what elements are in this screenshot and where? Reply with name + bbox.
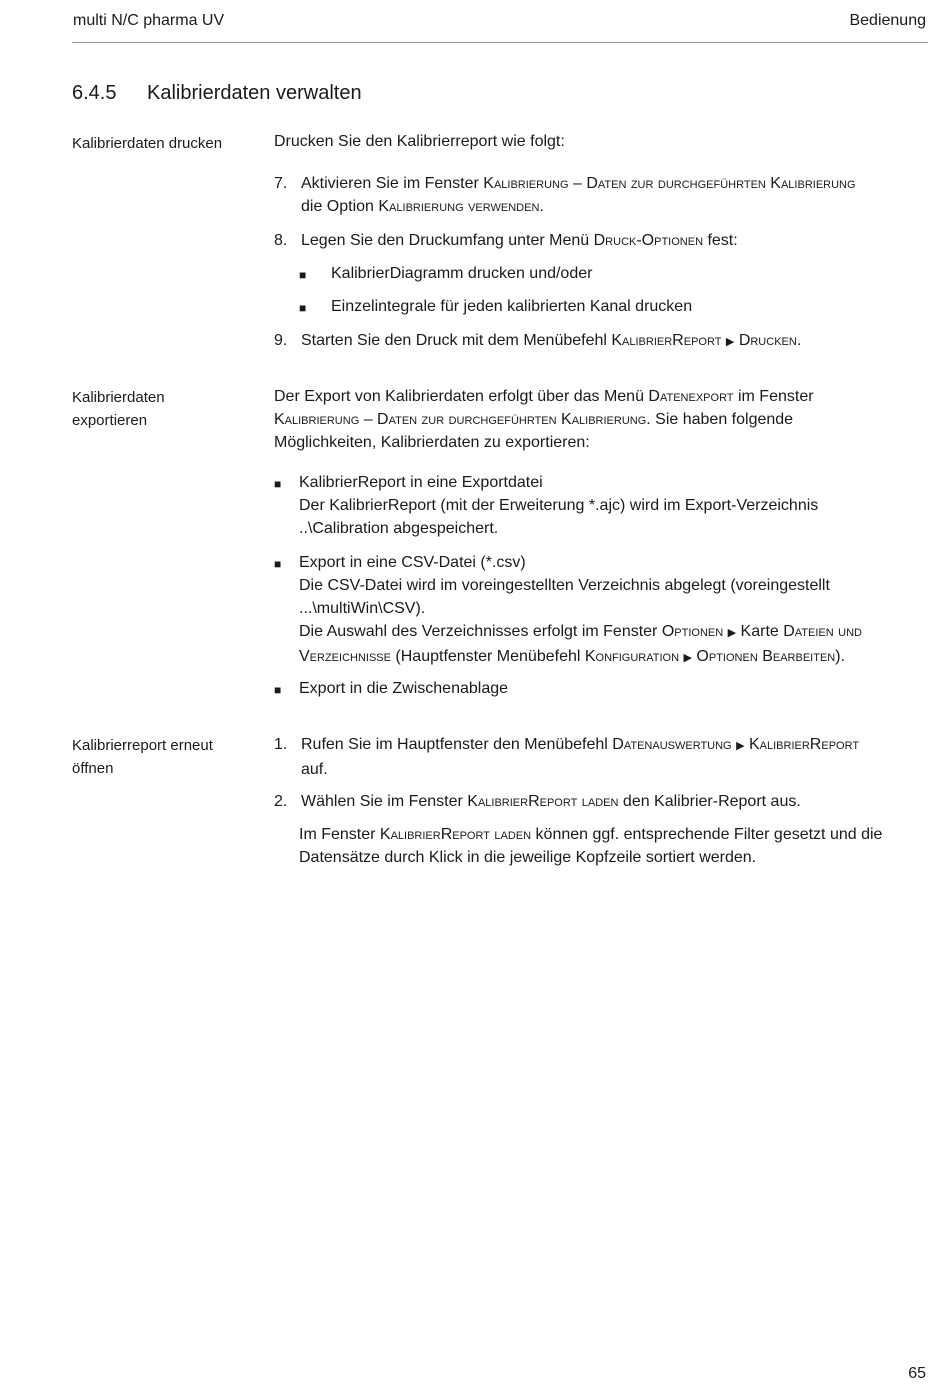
side-label-exportieren-line-1: Kalibrierdaten bbox=[72, 389, 165, 406]
header-rule bbox=[72, 42, 928, 43]
export-option-report-line-1: Der KalibrierReport (mit der Erweiterung *.ajc) wird im Export-Verzeichnis bbox=[299, 497, 819, 514]
step-1-text bbox=[301, 733, 931, 781]
menu-arrow-icon: ▶ bbox=[725, 336, 735, 348]
reopen-note bbox=[299, 823, 939, 869]
step-9-end: . bbox=[796, 332, 802, 349]
step-9-number: 9. bbox=[274, 332, 288, 349]
side-label-exportieren-line-2: exportieren bbox=[72, 412, 148, 429]
section-title: Kalibrierdaten verwalten bbox=[147, 82, 362, 104]
menu-ref-kalibrierung-daten: Kalibrierung – Daten zur durchgeführten Kalibrierung bbox=[483, 175, 856, 192]
export-intro-pre: Der Export von Kalibrierdaten erfolgt über das Menü bbox=[274, 388, 649, 405]
step-7-end: . bbox=[539, 198, 544, 215]
menu-ref-druck-optionen: Druck-Optionen bbox=[593, 232, 704, 249]
side-label-reopen bbox=[72, 734, 257, 780]
export-option-csv-line-4-mid: (Hauptfenster Menübefehl bbox=[390, 648, 585, 665]
menu-ref-datenauswertung: Datenauswertung bbox=[612, 736, 732, 753]
bullet-icon: ■ bbox=[274, 557, 282, 571]
menu-ref-kalibrierreport: KalibrierReport bbox=[611, 332, 722, 349]
side-label-drucken: Kalibrierdaten drucken bbox=[72, 135, 223, 152]
export-intro-line-3: Möglichkeiten, Kalibrierdaten zu exportieren: bbox=[274, 434, 590, 451]
export-option-csv-line-2: ...\multiWin\CSV). bbox=[299, 600, 426, 617]
step-8-end: fest: bbox=[703, 232, 738, 249]
step-1-number: 1. bbox=[274, 736, 288, 753]
drucken-intro: Drucken Sie den Kalibrierreport wie folgt: bbox=[274, 133, 565, 150]
export-option-csv-line-3-pre: Die Auswahl des Verzeichnisses erfolgt im Fenster bbox=[299, 623, 662, 640]
export-intro bbox=[274, 385, 924, 454]
export-intro-post: . Sie haben folgende bbox=[646, 411, 794, 428]
step-1-line-2: auf. bbox=[301, 761, 328, 778]
print-option-integrals: Einzelintegrale für jeden kalibrierten Kanal drucken bbox=[331, 298, 693, 315]
step-9-text bbox=[301, 329, 801, 354]
step-7-mid: die Option bbox=[301, 198, 379, 215]
bullet-icon: ■ bbox=[274, 477, 282, 491]
step-8-number: 8. bbox=[274, 232, 288, 249]
menu-ref-kalibrierung-daten: Kalibrierung – Daten zur durchgeführten Kalibrierung bbox=[274, 411, 647, 428]
step-2-number: 2. bbox=[274, 793, 288, 810]
section-heading bbox=[72, 82, 362, 105]
export-option-csv-line-1: Die CSV-Datei wird im voreingestellten Verzeichnis abgelegt (voreingestellt bbox=[299, 577, 830, 594]
side-label-reopen-line-2: öffnen bbox=[72, 760, 114, 777]
reopen-note-pre: Im Fenster bbox=[299, 826, 380, 843]
window-ref-kalibrierreport-laden: KalibrierReport laden bbox=[467, 793, 619, 810]
option-ref-kalibrierung-verwenden: Kalibrierung verwenden bbox=[378, 198, 540, 215]
bullet-icon: ■ bbox=[299, 268, 307, 282]
menu-ref-kalibrierreport: KalibrierReport bbox=[749, 736, 860, 753]
running-header-title: multi N/C pharma UV bbox=[73, 12, 225, 29]
step-2-end: den Kalibrier-Report aus. bbox=[618, 793, 801, 810]
bullet-icon: ■ bbox=[274, 683, 282, 697]
step-2-text bbox=[301, 790, 801, 813]
step-7-pre: Aktivieren Sie im Fenster bbox=[301, 175, 484, 192]
export-option-csv-line-3-mid: Karte bbox=[736, 623, 784, 640]
export-intro-mid: im Fenster bbox=[733, 388, 814, 405]
step-8-pre: Legen Sie den Druckumfang unter Menü bbox=[301, 232, 594, 249]
running-header-chapter: Bedienung bbox=[849, 12, 926, 29]
step-2-pre: Wählen Sie im Fenster bbox=[301, 793, 468, 810]
step-1-pre: Rufen Sie im Hauptfenster den Menübefehl bbox=[301, 736, 613, 753]
menu-ref-drucken: Drucken bbox=[738, 332, 797, 349]
export-option-csv bbox=[299, 551, 939, 670]
side-label-exportieren bbox=[72, 386, 257, 432]
print-option-diagram: KalibrierDiagramm drucken und/oder bbox=[331, 265, 593, 282]
window-ref-kalibrierreport-laden: KalibrierReport laden bbox=[379, 826, 532, 843]
export-option-report-title: KalibrierReport in eine Exportdatei bbox=[299, 474, 543, 491]
menu-arrow-icon: ▶ bbox=[727, 627, 737, 639]
menu-arrow-icon: ▶ bbox=[736, 740, 745, 752]
export-option-csv-line-4-end: ). bbox=[835, 648, 846, 665]
menu-ref-optionen-bearbeiten: Optionen Bearbeiten bbox=[696, 648, 836, 665]
export-option-clipboard: Export in die Zwischenablage bbox=[299, 680, 509, 697]
menu-ref-datenexport: Datenexport bbox=[648, 388, 734, 405]
export-option-report-line-2: ..\Calibration abgespeichert. bbox=[299, 520, 499, 537]
tab-ref-dateien-und: Dateien und bbox=[783, 623, 862, 640]
menu-ref-konfiguration: Konfiguration bbox=[584, 648, 680, 665]
step-9-pre: Starten Sie den Druck mit dem Menübefehl bbox=[301, 332, 612, 349]
side-label-reopen-line-1: Kalibrierreport erneut bbox=[72, 737, 213, 754]
tab-ref-verzeichnisse: Verzeichnisse bbox=[299, 648, 391, 665]
page-number: 65 bbox=[908, 1365, 926, 1382]
export-option-csv-title: Export in eine CSV-Datei (*.csv) bbox=[299, 554, 526, 571]
step-7-number: 7. bbox=[274, 175, 288, 192]
menu-ref-optionen: Optionen bbox=[661, 623, 724, 640]
step-7-text bbox=[301, 172, 931, 218]
reopen-note-line-2: Datensätze durch Klick in die jeweilige Kopfzeile sortiert werden. bbox=[299, 849, 757, 866]
bullet-icon: ■ bbox=[299, 301, 307, 315]
reopen-note-post: können ggf. entsprechende Filter gesetzt und die bbox=[531, 826, 883, 843]
export-option-report bbox=[299, 471, 929, 540]
section-number: 6.4.5 bbox=[72, 82, 117, 104]
step-8-text bbox=[301, 229, 738, 252]
menu-arrow-icon: ▶ bbox=[683, 652, 692, 664]
